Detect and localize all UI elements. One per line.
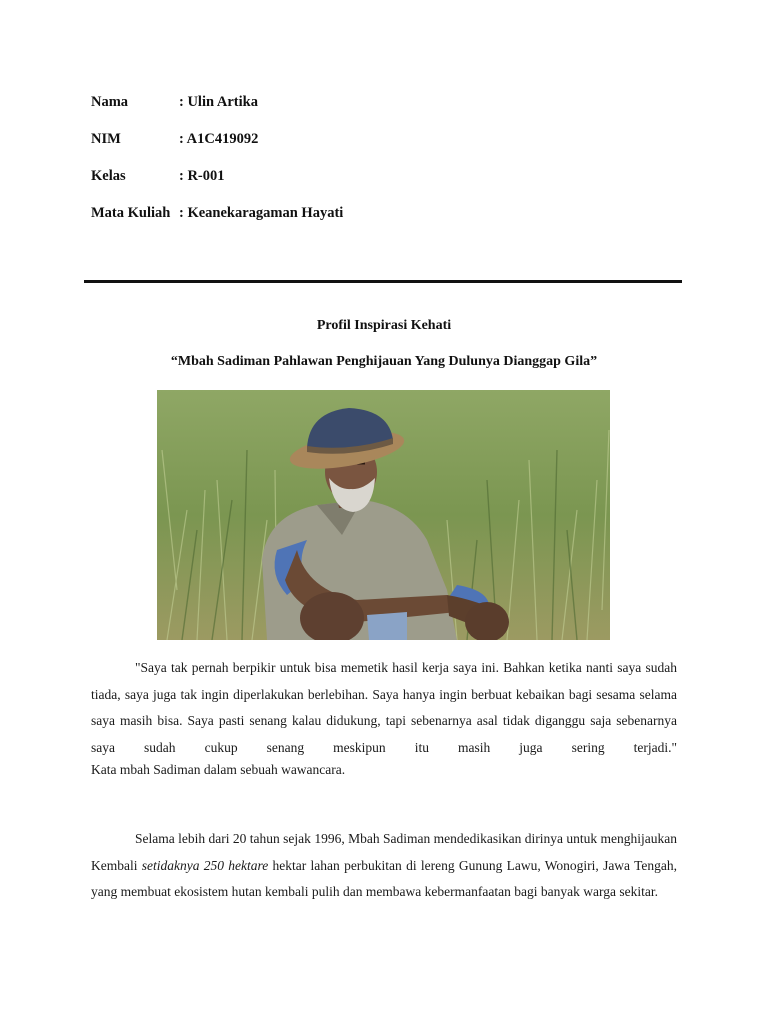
section-title: Profil Inspirasi Kehati bbox=[316, 318, 452, 333]
body-text-start: Selama lebih dari 20 tahun sejak 1996, Mbah Sadiman mendedikasikan dirinya untuk menghijaukan Kembali bbox=[91, 831, 677, 873]
identity-label: Kelas bbox=[91, 168, 126, 184]
article-title: “Mbah Sadiman Pahlawan Penghijauan Yang Dulunya Dianggap Gila” bbox=[170, 354, 598, 369]
identity-value: : Keanekaragaman Hayati bbox=[179, 205, 344, 221]
quote-paragraph bbox=[91, 655, 677, 782]
identity-row-nim bbox=[91, 131, 343, 168]
portrait-photo bbox=[157, 390, 610, 640]
body-text-end: hektar lahan perbukitan di lereng Gunung Lawu, Wonogiri, Jawa Tengah, yang membuat ekosistem hutan kembali pulih dan membawa kebermanfaatan bagi banyak warga sekitar. bbox=[91, 857, 677, 900]
identity-value: : Ulin Artika bbox=[179, 94, 258, 110]
identity-value: : R-001 bbox=[179, 168, 225, 184]
identity-label: NIM bbox=[91, 131, 121, 147]
identity-label: Mata Kuliah bbox=[91, 205, 171, 221]
identity-label: Nama bbox=[91, 94, 129, 110]
identity-row-mata-kuliah bbox=[91, 205, 343, 242]
identity-row-nama bbox=[91, 94, 343, 131]
identity-value: : A1C419092 bbox=[179, 131, 259, 147]
quote-attribution: Kata mbah Sadiman dalam sebuah wawancara. bbox=[91, 762, 346, 778]
identity-table bbox=[91, 94, 343, 242]
body-text-italic: setidaknya 250 hektare bbox=[141, 857, 269, 873]
quote-text: "Saya tak pernah berpikir untuk bisa memetik hasil kerja saya ini. Bahkan ketika nanti saya sudah tiada, saya juga tak ingin diperlakukan berlebihan. Saya hanya ingin berbuat kebaikan bagi sesama selama saya masih bisa. Saya pasti senang kalau didukung, tapi sebenarnya asal tidak diganggu saja sebenarnya saya sudah cukup senang meskipun itu masih juga sering terjadi." bbox=[91, 660, 677, 755]
portrait-photo-illustration bbox=[157, 390, 610, 640]
identity-row-kelas bbox=[91, 168, 343, 205]
body-paragraph bbox=[91, 826, 677, 906]
header-divider bbox=[84, 280, 682, 283]
